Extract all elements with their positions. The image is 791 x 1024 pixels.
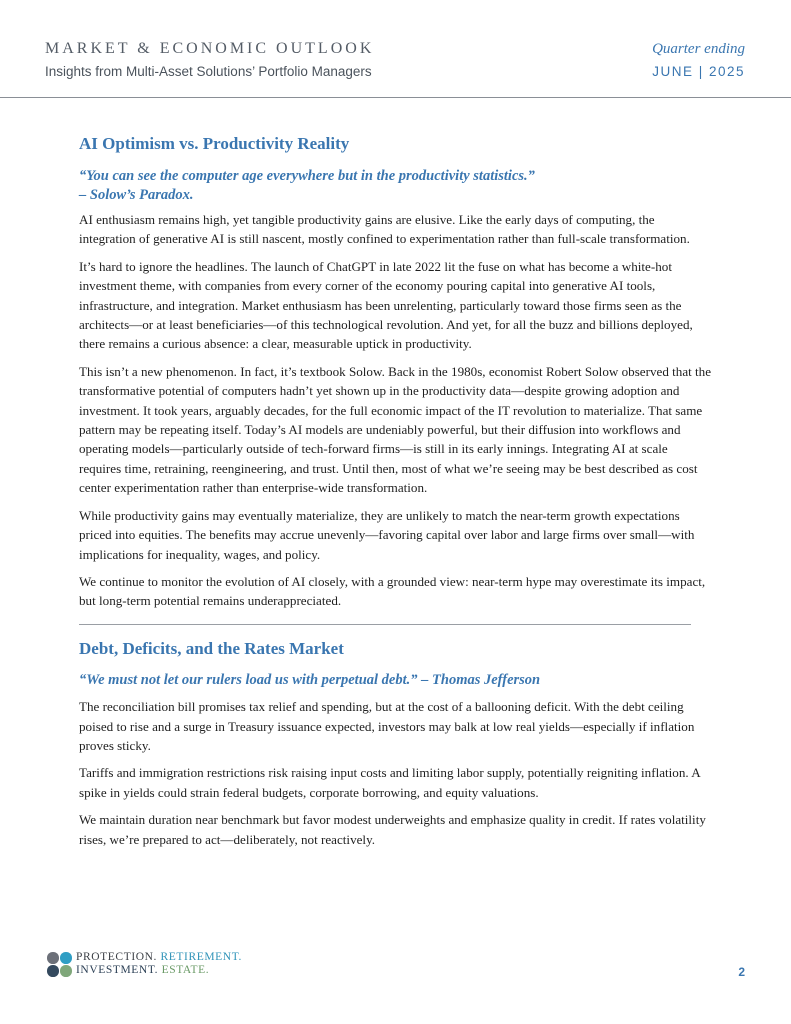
paragraph: Tariffs and immigration restrictions risk raising input costs and limiting labor supply, potentially reigniting inflation. A spike in yields could strain federal budgets, corporate borrowing, and equity valuations.: [79, 765, 700, 800]
paragraph: It’s hard to ignore the headlines. The launch of ChatGPT in late 2022 lit the fuse on what has become a white-hot investment theme, with companies from every corner of the economy pouring capital into generative AI tools, infrastructure, and integration. Market enthusiasm has been unrelenting, particularly toward those firms seen as the architects—or at least beneficiaries—of this technological revolution. And yet, for all the buzz and billions deployed, there remains a curious absence: a clear, measurable uptick in productivity.: [79, 258, 693, 352]
quarter-label: Quarter ending: [652, 41, 745, 57]
logo-tagline: [76, 951, 242, 977]
report-subtitle: Insights from Multi-Asset Solutions’ Portfolio Managers: [45, 64, 372, 79]
section-heading: AI Optimism vs. Productivity Reality: [79, 134, 350, 153]
logo-word-investment: INVESTMENT.: [76, 964, 159, 976]
paragraph: We continue to monitor the evolution of AI closely, with a grounded view: near-term hype may overestimate its impact, but long-term potential remains underappreciated.: [79, 573, 706, 609]
quote-attribution: – Solow’s Paradox.: [79, 186, 194, 203]
section-debt-deficits: [79, 639, 713, 849]
report-date: JUNE | 2025: [652, 64, 745, 79]
report-title: MARKET & ECONOMIC OUTLOOK: [45, 40, 375, 57]
paragraph: AI enthusiasm remains high, yet tangible productivity gains are elusive. Like the early days of computing, the integration of generative AI is still nascent, mostly confined to experimentation rather than full-scale transformation.: [79, 212, 690, 247]
page-header: [0, 0, 791, 98]
logo-word-estate: ESTATE.: [161, 964, 210, 976]
logo-word-retirement: RETIREMENT.: [160, 951, 242, 963]
section-quote: [79, 167, 713, 204]
section-divider: [79, 624, 691, 625]
main-content: [79, 134, 713, 857]
section-quote: “We must not let our rulers load us with perpetual debt.” – Thomas Jefferson: [79, 671, 541, 688]
section-ai-productivity: [79, 134, 713, 611]
section-heading: Debt, Deficits, and the Rates Market: [79, 638, 344, 658]
paragraph: The reconciliation bill promises tax relief and spending, but at the cost of a ballooning deficit. With the debt ceiling poised to rise and a surge in Treasury issuance expected, investors may balk at low real yields—especially if inflation proves sticky.: [79, 699, 695, 754]
quote-text: “You can see the computer age everywhere but in the productivity statistics.”: [79, 168, 535, 184]
paragraph: This isn’t a new phenomenon. In fact, it’s textbook Solow. Back in the 1980s, economist Robert Solow observed that the transformative potential of computers hadn’t yet shown up in the productivity data—despite growing adoption and investment. It took years, arguably decades, for the full economic impact of the IT revolution to materialize. That same pattern may be repeating itself. Today’s AI models are undeniably powerful, but their diffusion into workflows and operating models—particularly outside of tech-forward firms—is still in its early innings. Integrating AI at scale requires time, retraining, reengineering, and trust. Until then, most of what we’re seeing may be best described as cost center experimentation rather than enterprise-wide transformation.: [79, 363, 712, 496]
page-number: 2: [738, 965, 745, 979]
paragraph: While productivity gains may eventually materialize, they are unlikely to match the near-term growth expectations priced into equities. The benefits may accrue unevenly—favoring capital over labor and large firms over small—with implications for inequality, wages, and policy.: [79, 507, 695, 562]
logo-word-protection: PROTECTION.: [76, 951, 158, 963]
logo-dots-icon: [47, 952, 73, 978]
paragraph: We maintain duration near benchmark but favor modest underweights and emphasize quality in credit. If rates volatility rises, we’re prepared to act—deliberately, not reactively.: [79, 812, 706, 847]
